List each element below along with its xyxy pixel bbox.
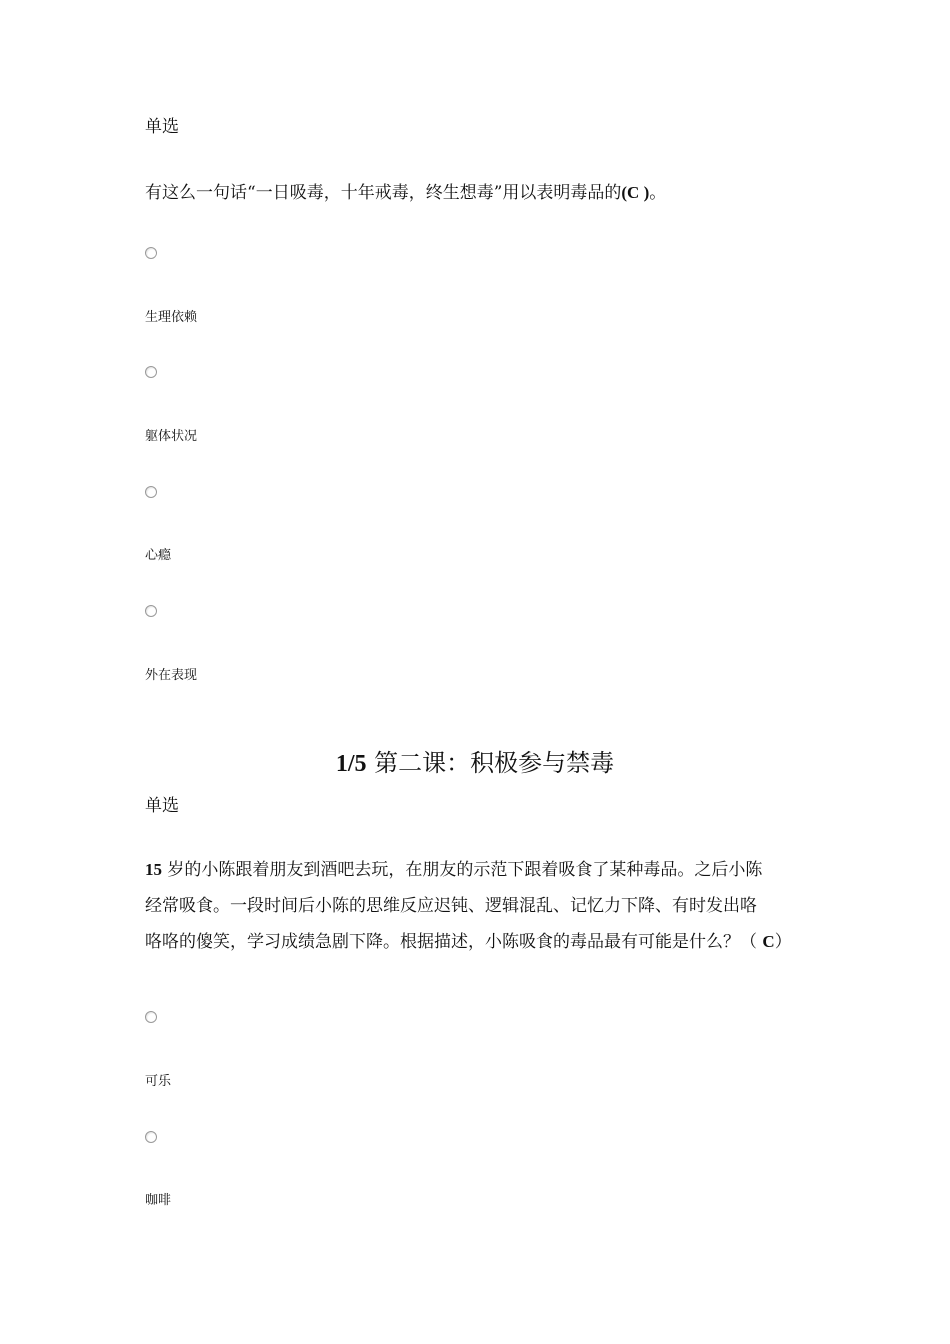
question-stem-number: 15 (145, 860, 162, 879)
radio-option-2[interactable] (145, 1131, 157, 1143)
question-stem-line: 咯咯的傻笑，学习成绩急剧下降。根据描述，小陈吸食的毒品最有可能是什么？（ C） (145, 932, 792, 952)
answer-marker: C (762, 932, 775, 951)
question-type-label: 单选 (145, 796, 179, 816)
radio-option-4[interactable] (145, 605, 157, 617)
radio-option-1[interactable] (145, 1011, 157, 1023)
radio-option-2[interactable] (145, 366, 157, 378)
option-label: 生理依赖 (145, 310, 198, 325)
option-label: 可乐 (145, 1074, 172, 1089)
section-number: 1/5 (335, 751, 367, 777)
question-stem (145, 852, 817, 961)
section-title-text: 第二课：积极参与禁毒 (366, 749, 615, 777)
option-label: 咖啡 (145, 1193, 172, 1208)
question-type-label: 单选 (145, 117, 179, 137)
section-title (0, 748, 950, 779)
option-label: 躯体状况 (145, 429, 198, 444)
question-stem (145, 183, 666, 203)
option-label: 心瘾 (145, 548, 172, 563)
radio-option-3[interactable] (145, 486, 157, 498)
question-stem-line: 15 岁的小陈跟着朋友到酒吧去玩，在朋友的示范下跟着吸食了某种毒品。之后小陈 (145, 860, 763, 880)
question-stem-text: 有这么一句话“一日吸毒，十年戒毒，终生想毒”用以表明毒品的 (145, 183, 622, 203)
option-label: 外在表现 (145, 668, 198, 683)
question-stem-end: 。 (649, 183, 667, 203)
answer-marker: (C ) (621, 183, 650, 202)
question-stem-line: 经常吸食。一段时间后小陈的思维反应迟钝、逻辑混乱、记忆力下降、有时发出咯 (145, 895, 757, 916)
radio-option-1[interactable] (145, 247, 157, 259)
